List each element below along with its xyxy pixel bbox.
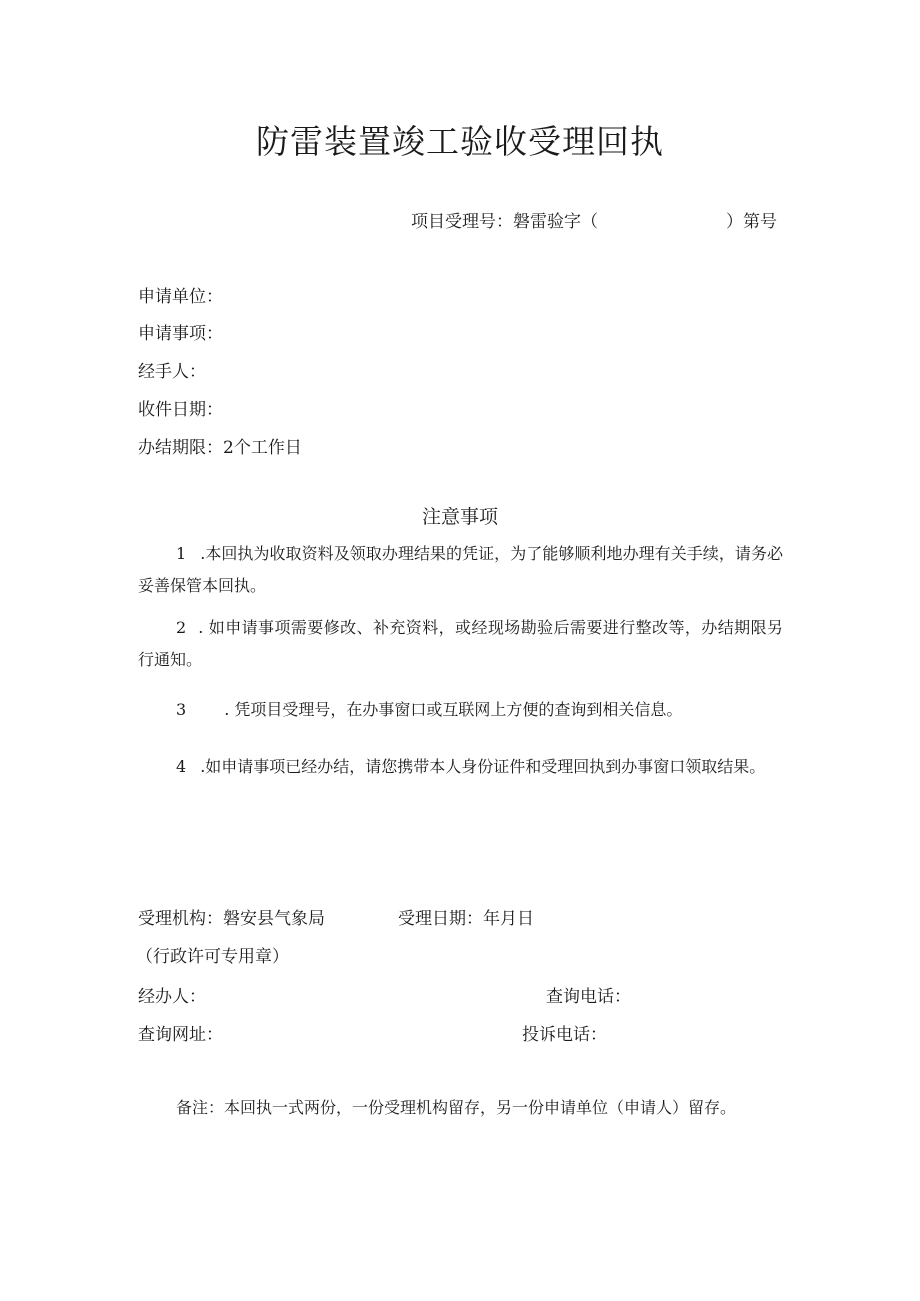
notice-item-4 xyxy=(138,751,783,783)
notice-item-text: .本回执为收取资料及领取办理结果的凭证，为了能够顺利地办理有关手续，请务必妥善保管本回执。 xyxy=(138,544,783,595)
receive-date-field: 收件日期： xyxy=(138,400,223,420)
notice-item-text: . 凭项目受理号，在办事窗口或互联网上方便的查询到相关信息。 xyxy=(224,700,683,719)
notice-item-text: . 如申请事项需要修改、补充资料，或经现场勘验后需要进行整改等，办结期限另行通知。 xyxy=(138,618,783,669)
operator-field: 经办人： xyxy=(138,987,206,1007)
agency-field: 受理机构：磐安县气象局 xyxy=(138,909,325,929)
project-number-suffix: ）第号 xyxy=(726,212,777,232)
query-phone-field: 查询电话： xyxy=(546,987,631,1007)
seal-note: （行政许可专用章） xyxy=(136,947,289,967)
notice-title: 注意事项 xyxy=(421,506,498,528)
applicant-field: 申请单位： xyxy=(138,287,223,307)
item-field: 申请事项： xyxy=(138,324,223,344)
accept-date-field: 受理日期：年月日 xyxy=(398,909,534,929)
query-url-field: 查询网址： xyxy=(138,1025,223,1045)
notice-item-number: 2 xyxy=(176,618,187,637)
notice-item-text: .如申请事项已经办结，请您携带本人身份证件和受理回执到办事窗口领取结果。 xyxy=(200,757,766,776)
notice-item-1 xyxy=(138,538,783,602)
complaint-phone-field: 投诉电话： xyxy=(522,1025,607,1045)
remark: 备注：本回执一式两份，一份受理机构留存，另一份申请单位（申请人）留存。 xyxy=(176,1098,737,1117)
notice-item-3 xyxy=(138,694,783,726)
handler-field: 经手人： xyxy=(138,362,206,382)
notice-item-number: 4 xyxy=(176,757,187,776)
deadline-field: 办结期限：2个工作日 xyxy=(138,438,302,458)
notice-item-2 xyxy=(138,612,783,676)
notice-item-number: 1 xyxy=(176,544,187,563)
document-title: 防雷装置竣工验收受理回执 xyxy=(256,122,664,161)
project-number-label: 项目受理号：磐雷验字（ xyxy=(411,212,598,232)
notice-item-number: 3 xyxy=(176,700,187,719)
